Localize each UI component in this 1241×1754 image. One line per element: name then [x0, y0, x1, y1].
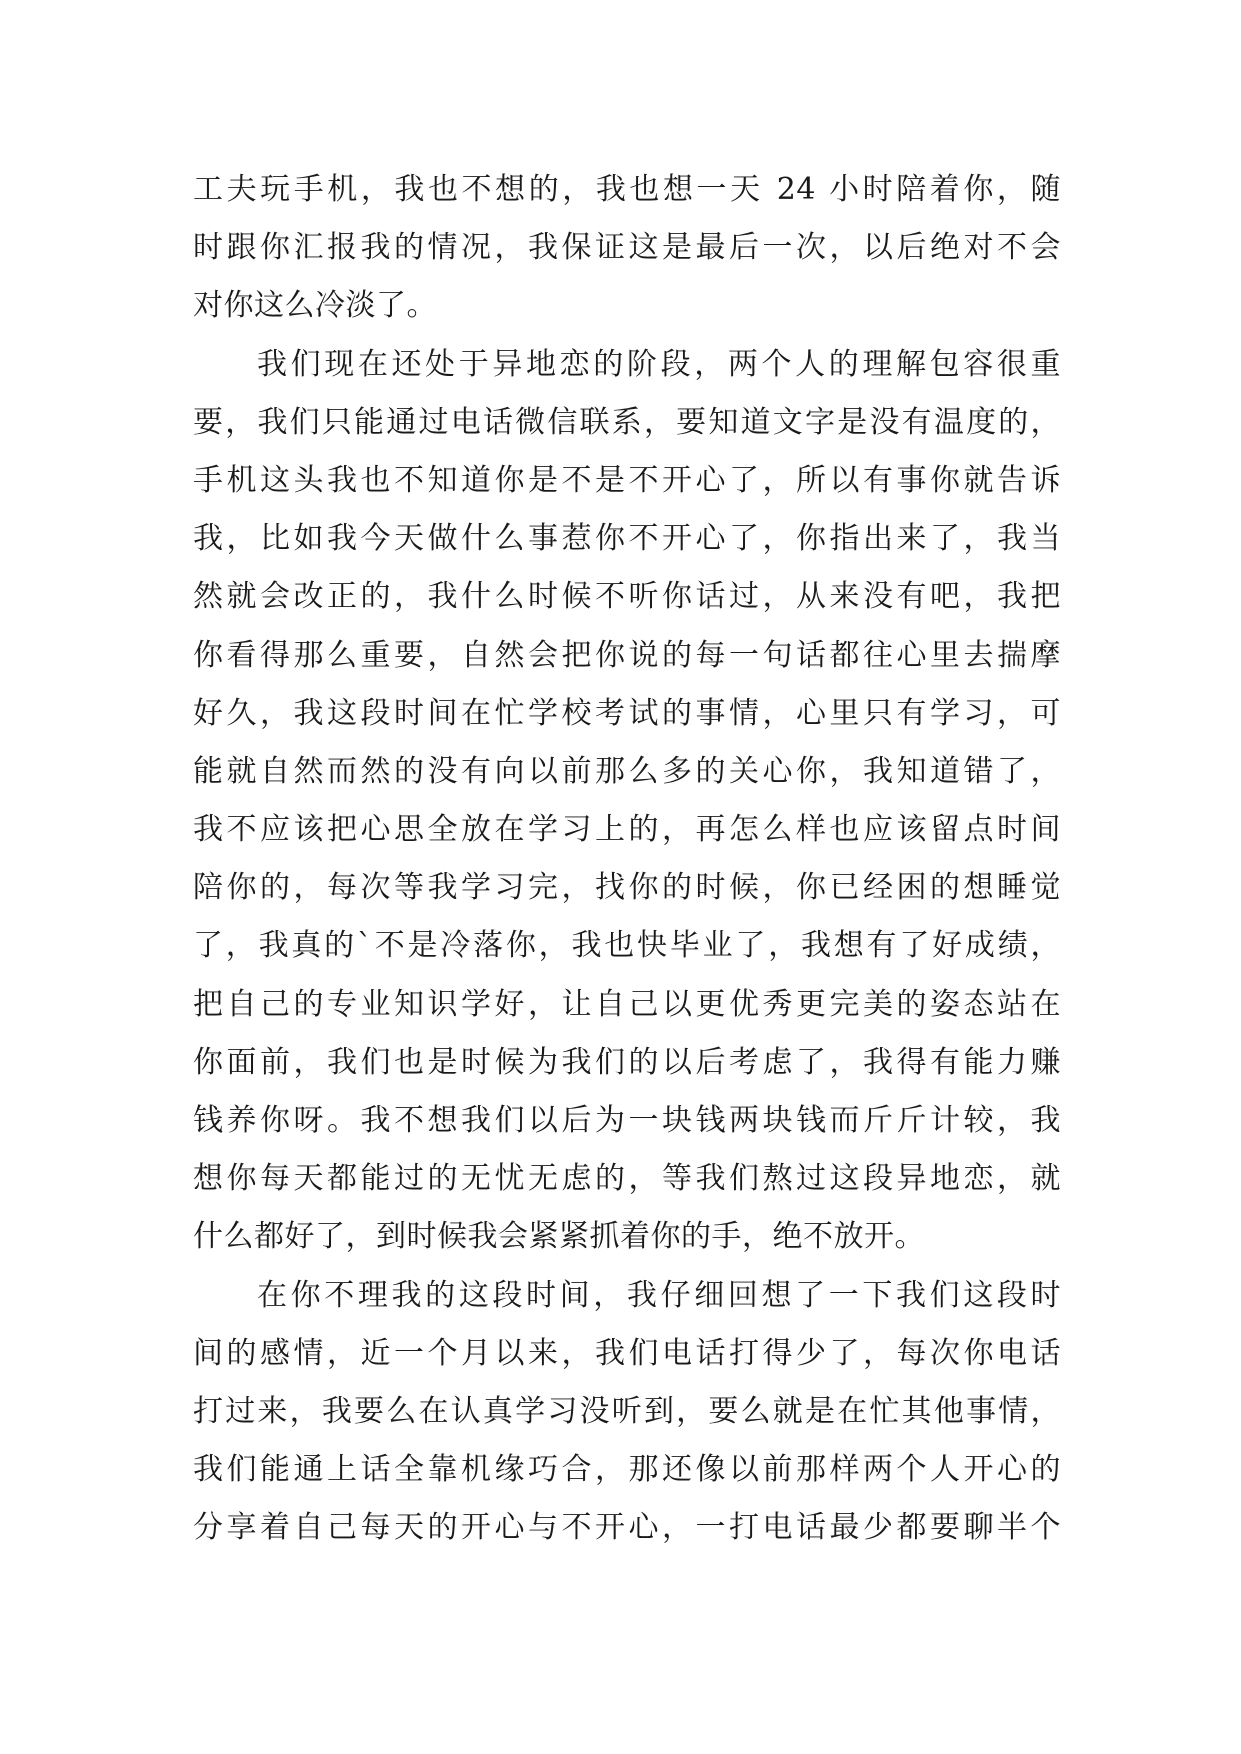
text-line: 工夫玩手机，我也不想的，我也想一天 24 小时陪着你，随: [193, 172, 1061, 207]
text-line: 陪你的，每次等我学习完，找你的时候，你已经困的想睡觉: [193, 870, 1061, 906]
text-line: 你面前，我们也是时候为我们的以后考虑了，我得有能力赚: [193, 1044, 1061, 1080]
text-line: 好久，我这段时间在忙学校考试的事情，心里只有学习，可: [193, 695, 1061, 731]
text-line: 我不应该把心思全放在学习上的，再怎么样也应该留点时间: [193, 812, 1061, 848]
text-line: 间的感情，近一个月以来，我们电话打得少了，每次你电话: [193, 1335, 1061, 1371]
text-line: 我们能通上话全靠机缘巧合，那还像以前那样两个人开心的: [193, 1452, 1061, 1488]
text-line: 手机这头我也不知道你是不是不开心了，所以有事你就告诉: [193, 462, 1061, 498]
text-line: 对你这么冷淡了。: [193, 288, 437, 324]
text-line: 我们现在还处于异地恋的阶段，两个人的理解包容很重: [257, 346, 1061, 382]
text-line: 能就自然而然的没有向以前那么多的关心你，我知道错了，: [193, 753, 1061, 789]
text-line: 分享着自己每天的开心与不开心，一打电话最少都要聊半个: [193, 1510, 1061, 1546]
text-line: 时跟你汇报我的情况，我保证这是最后一次，以后绝对不会: [193, 230, 1061, 266]
text-line: 在你不理我的这段时间，我仔细回想了一下我们这段时: [257, 1277, 1061, 1313]
text-line: 我，比如我今天做什么事惹你不开心了，你指出来了，我当: [193, 521, 1061, 557]
text-line: 了，我真的`不是冷落你，我也快毕业了，我想有了好成绩，: [193, 928, 1061, 964]
text-line: 什么都好了，到时候我会紧紧抓着你的手，绝不放开。: [193, 1219, 925, 1255]
text-line: 打过来，我要么在认真学习没听到，要么就是在忙其他事情，: [193, 1393, 1061, 1429]
text-line: 钱养你呀。我不想我们以后为一块钱两块钱而斤斤计较，我: [193, 1103, 1061, 1138]
text-line: 然就会改正的，我什么时候不听你话过，从来没有吧，我把: [193, 579, 1061, 615]
text-line: 要，我们只能通过电话微信联系，要知道文字是没有温度的，: [193, 404, 1061, 440]
text-line: 你看得那么重要，自然会把你说的每一句话都往心里去揣摩: [193, 637, 1061, 673]
text-line: 想你每天都能过的无忧无虑的，等我们熬过这段异地恋，就: [193, 1161, 1061, 1197]
text-line: 把自己的专业知识学好，让自己以更优秀更完美的姿态站在: [193, 986, 1061, 1022]
document-body: [193, 161, 1061, 1558]
